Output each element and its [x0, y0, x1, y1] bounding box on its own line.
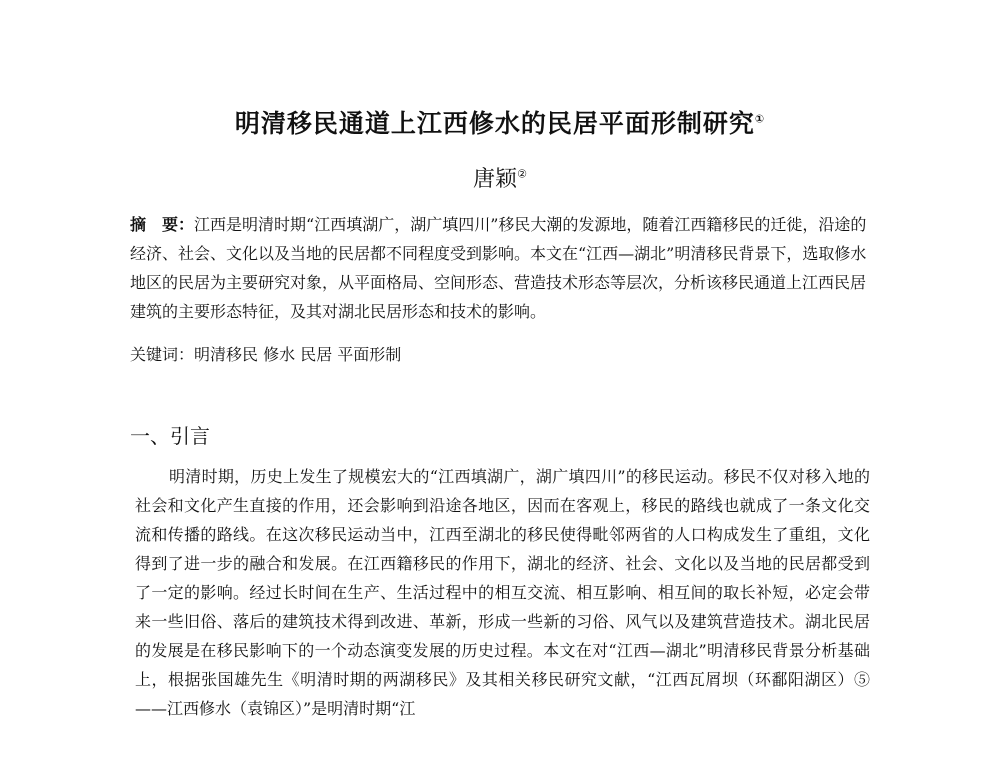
keywords: [130, 342, 870, 365]
abstract-label: 摘 要：: [130, 215, 195, 234]
body-paragraph: 明清时期，历史上发生了规模宏大的“江西填湖广，湖广填四川”的移民运动。移民不仅对移入地的社会和文化产生直接的作用，还会影响到沿途各地区，因而在客观上，移民的路线也就成了一条文化交流和传播的路线。在这次移民运动当中，江西至湖北的移民使得毗邻两省的人口构成发生了重组，文化得到了进一步的融合和发展。在江西籍移民的作用下，湖北的经济、社会、文化以及当地的民居都受到了一定的影响。经过长时间在生产、生活过程中的相互交流、相互影响、相互间的取长补短，必定会带来一些旧俗、落后的建筑技术得到改进、革新，形成一些新的习俗、风气以及建筑营造技术。湖北民居的发展是在移民影响下的一个动态演变发展的历史过程。本文在对“江西—湖北”明清移民背景分析基础上，根据张国雄先生《明清时期的两湖移民》及其相关移民研究文献，“江西瓦屑坝（环鄱阳湖区）⑤——江西修水（袁锦区）”是明清时期“江: [135, 467, 870, 718]
keywords-text: 明清移民 修水 民居 平面形制: [194, 345, 402, 364]
paper-title: 明清移民通道上江西修水的民居平面形制研究①: [234, 109, 766, 138]
author-name: 唐颖②: [473, 167, 527, 192]
title-footnote-mark: ①: [754, 112, 766, 126]
author-footnote-mark: ②: [517, 167, 527, 181]
abstract: [130, 210, 870, 326]
section-heading: 一、引言: [130, 424, 210, 448]
abstract-text: 江西是明清时期“江西填湖广，湖广填四川”移民大潮的发源地，随着江西籍移民的迁徙，沿途的经济、社会、文化以及当地的民居都不同程度受到影响。本文在“江西—湖北”明清移民背景下，选取修水地区的民居为主要研究对象，从平面格局、空间形态、营造技术形态等层次，分析该移民通道上江西民居建筑的主要形态特征，及其对湖北民居形态和技术的影响。: [130, 215, 867, 321]
keywords-label: 关键词：: [130, 345, 195, 364]
